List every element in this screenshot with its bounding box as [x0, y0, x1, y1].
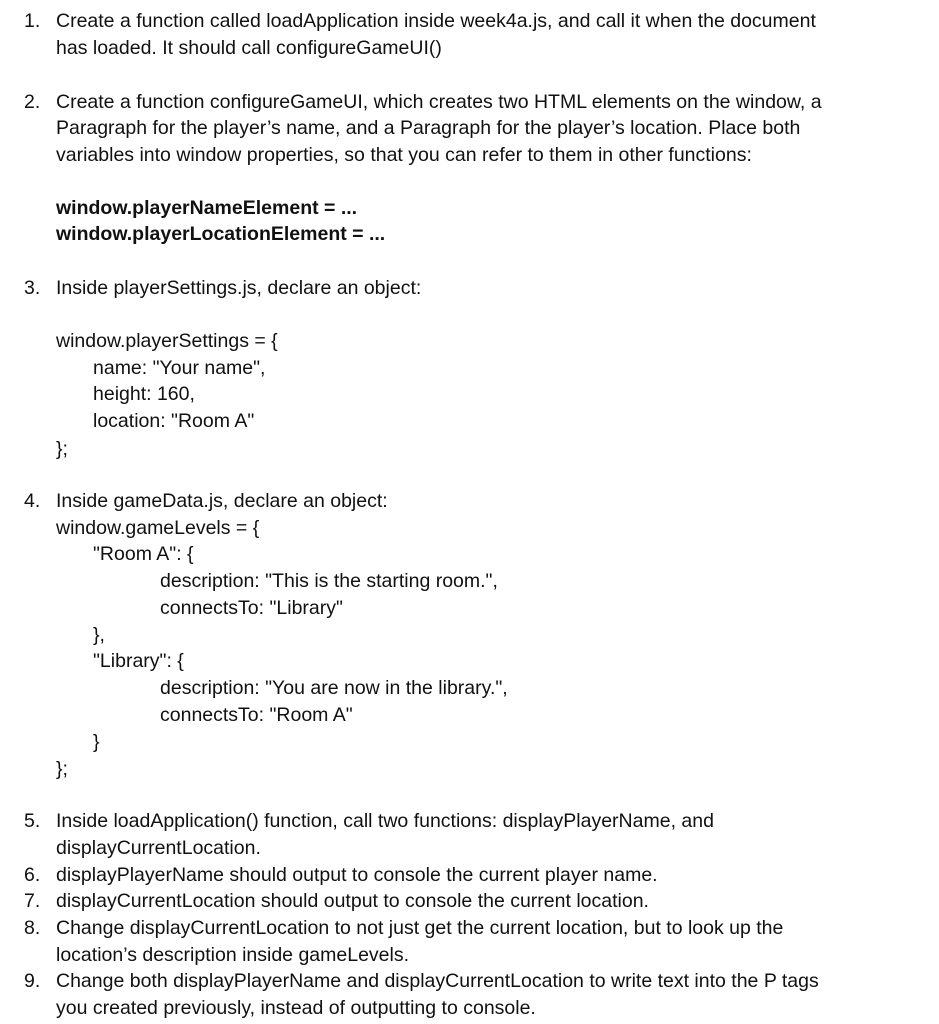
- item-3-code-2: name: "Your name",: [93, 357, 266, 379]
- item-4-code-5: },: [93, 624, 105, 646]
- item-4-code-4: connectsTo: "Library": [160, 597, 343, 619]
- item-3-code-1: window.playerSettings = {: [56, 330, 278, 352]
- item-9-number: 9.: [24, 970, 41, 992]
- item-4-code-1: window.gameLevels = {: [56, 517, 260, 539]
- item-9-line-2: you created previously, instead of outputting to console.: [56, 997, 536, 1019]
- item-7-number: 7.: [24, 890, 41, 912]
- item-5-number: 5.: [24, 810, 41, 832]
- item-2-line-2: Paragraph for the player’s name, and a Paragraph for the player’s location. Place both: [56, 117, 801, 139]
- item-4-code-8: connectsTo: "Room A": [160, 704, 353, 726]
- item-2-line-1: Create a function configureGameUI, which creates two HTML elements on the window, a: [56, 91, 822, 113]
- item-3-code-5: };: [56, 438, 68, 460]
- item-8-line-1: Change displayCurrentLocation to not just get the current location, but to look up the: [56, 917, 784, 939]
- item-4-code-6: "Library": {: [93, 650, 184, 672]
- item-3-code-3: height: 160,: [93, 383, 195, 405]
- item-1-number: 1.: [24, 10, 41, 32]
- item-4-code-3: description: "This is the starting room.",: [160, 570, 498, 592]
- item-8-number: 8.: [24, 917, 41, 939]
- item-4-code-2: "Room A": {: [93, 543, 194, 565]
- item-5-line-2: displayCurrentLocation.: [56, 837, 261, 859]
- item-6-number: 6.: [24, 864, 41, 886]
- item-2-line-3: variables into window properties, so that you can refer to them in other functions:: [56, 144, 752, 166]
- item-5-line-1: Inside loadApplication() function, call two functions: displayPlayerName, and: [56, 810, 714, 832]
- item-2-number: 2.: [24, 91, 41, 113]
- item-3-line-1: Inside playerSettings.js, declare an object:: [56, 277, 422, 299]
- item-4-line-1: Inside gameData.js, declare an object:: [56, 490, 388, 512]
- item-7-line-1: displayCurrentLocation should output to console the current location.: [56, 890, 649, 912]
- item-4-code-9: }: [93, 731, 100, 753]
- item-4-code-7: description: "You are now in the library.",: [160, 677, 508, 699]
- item-2-code-1: window.playerNameElement = ...: [56, 197, 358, 219]
- item-4-number: 4.: [24, 490, 41, 512]
- item-9-line-1: Change both displayPlayerName and displayCurrentLocation to write text into the P tags: [56, 970, 819, 992]
- item-6-line-1: displayPlayerName should output to console the current player name.: [56, 864, 658, 886]
- item-3-number: 3.: [24, 277, 41, 299]
- item-8-line-2: location’s description inside gameLevels.: [56, 944, 410, 966]
- item-1-line-1: Create a function called loadApplication inside week4a.js, and call it when the document: [56, 10, 816, 32]
- item-1-line-2: has loaded. It should call configureGameUI(): [56, 37, 442, 59]
- item-3-code-4: location: "Room A": [93, 410, 255, 432]
- item-4-code-10: };: [56, 758, 68, 780]
- item-2-code-2: window.playerLocationElement = ...: [56, 223, 386, 245]
